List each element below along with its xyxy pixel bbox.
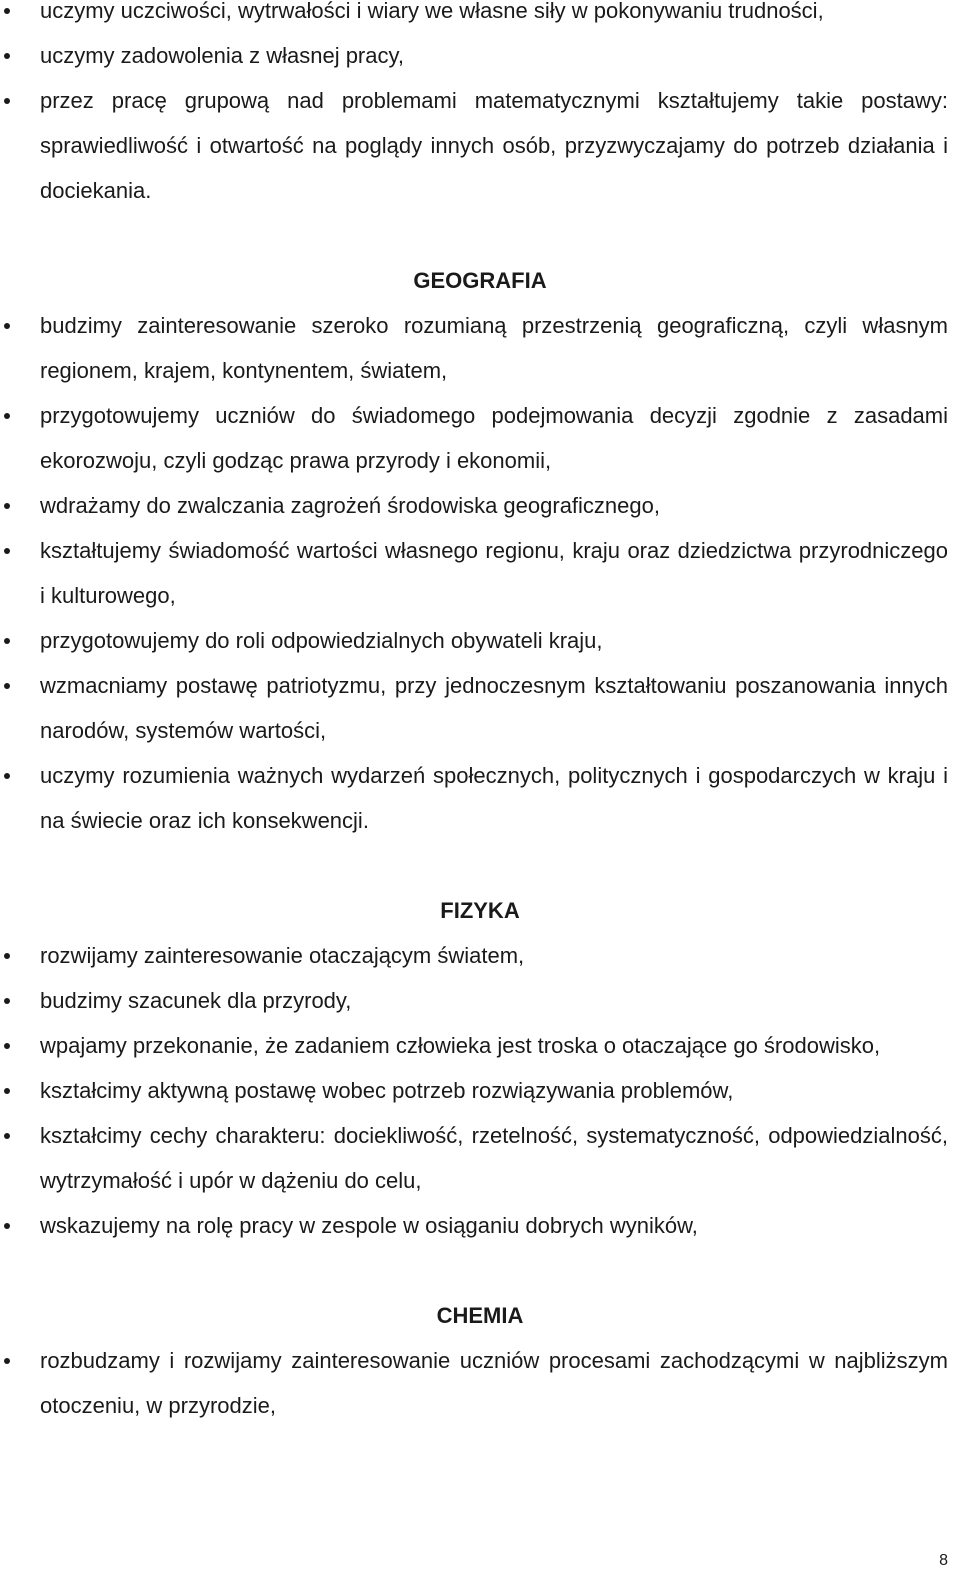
- list-item: kształtujemy świadomość wartości własnego regionu, kraju oraz dziedzictwa przyrodniczego i kulturowego,: [0, 528, 960, 618]
- page-number: 8: [939, 1552, 948, 1569]
- list-item: wskazujemy na rolę pracy w zespole w osiąganiu dobrych wyników,: [0, 1203, 960, 1248]
- list-item: budzimy szacunek dla przyrody,: [0, 978, 960, 1023]
- section-title-fizyka: FIZYKA: [440, 898, 520, 923]
- list-item: wpajamy przekonanie, że zadaniem człowieka jest troska o otaczające go środowisko,: [0, 1023, 960, 1068]
- list-item: wdrażamy do zwalczania zagrożeń środowiska geograficznego,: [0, 483, 960, 528]
- list-item: budzimy zainteresowanie szeroko rozumianą przestrzenią geograficzną, czyli własnym regionem, krajem, kontynentem, światem,: [0, 303, 960, 393]
- section-title-chemia: CHEMIA: [436, 1303, 524, 1328]
- section-title-geografia: GEOGRAFIA: [413, 268, 547, 293]
- list-item: uczymy rozumienia ważnych wydarzeń społecznych, politycznych i gospodarczych w kraju i na świecie oraz ich konsekwencji.: [0, 753, 960, 843]
- list-item: przygotowujemy uczniów do świadomego podejmowania decyzji zgodnie z zasadami ekorozwoju, czyli godząc prawa przyrody i ekonomii,: [0, 393, 960, 483]
- list-item: przygotowujemy do roli odpowiedzialnych obywateli kraju,: [0, 618, 960, 663]
- list-item: rozbudzamy i rozwijamy zainteresowanie uczniów procesami zachodzącymi w najbliższym otoczeniu, w przyrodzie,: [0, 1338, 960, 1428]
- list-item: kształcimy cechy charakteru: dociekliwość, rzetelność, systematyczność, odpowiedzialność, wytrzymałość i upór w dążeniu do celu,: [0, 1113, 960, 1203]
- list-item: rozwijamy zainteresowanie otaczającym światem,: [0, 933, 960, 978]
- fizyka-list: [0, 933, 960, 1248]
- list-item: uczymy uczciwości, wytrwałości i wiary we własne siły w pokonywaniu trudności,: [0, 0, 960, 33]
- spacer: [0, 213, 960, 258]
- list-item: kształcimy aktywną postawę wobec potrzeb rozwiązywania problemów,: [0, 1068, 960, 1113]
- intro-list: [0, 0, 960, 213]
- geografia-list: [0, 303, 960, 843]
- chemia-list: [0, 1338, 960, 1428]
- spacer: [0, 843, 960, 888]
- list-item: wzmacniamy postawę patriotyzmu, przy jednoczesnym kształtowaniu poszanowania innych narodów, systemów wartości,: [0, 663, 960, 753]
- list-item: przez pracę grupową nad problemami matematycznymi kształtujemy takie postawy: sprawiedliwość i otwartość na poglądy innych osób, przyzwyczajamy do potrzeb działania i dociekania.: [0, 78, 960, 213]
- list-item: uczymy zadowolenia z własnej pracy,: [0, 33, 960, 78]
- spacer: [0, 1248, 960, 1293]
